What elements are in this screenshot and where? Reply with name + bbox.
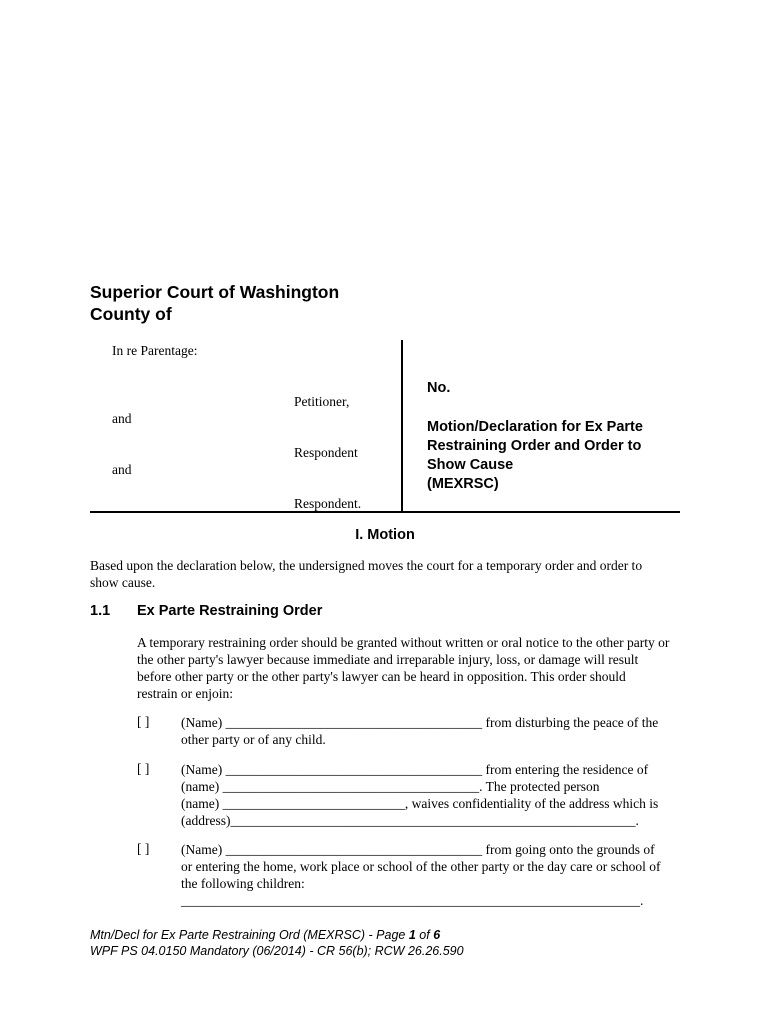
page-of: of xyxy=(415,928,434,942)
checkbox-disturbing-peace[interactable]: [ ] xyxy=(137,714,150,729)
document-title-line: Restraining Order and Order to xyxy=(427,438,642,454)
subsection-number: 1.1 xyxy=(90,603,111,619)
and-label-2: and xyxy=(112,462,132,477)
caption-divider-horizontal xyxy=(90,511,680,513)
document-title xyxy=(427,418,677,494)
motion-intro xyxy=(90,557,670,591)
page-current: 1 xyxy=(408,928,416,942)
body-line: A temporary restraining order should be granted without written or oral notice to the other party or xyxy=(137,635,670,650)
petitioner-label: Petitioner, xyxy=(294,394,350,409)
checkbox-entering-residence[interactable]: [ ] xyxy=(137,761,150,776)
item-line[interactable]: (name) ___________________________, waives confidentiality of the address which is xyxy=(181,796,659,811)
body-line: before other party or the other party's lawyer can be heard in opposition. This order should xyxy=(137,669,626,684)
item-line[interactable]: (name) ______________________________________. The protected person xyxy=(181,779,600,794)
case-number-label: No. xyxy=(427,380,451,396)
caption-divider-vertical xyxy=(401,340,403,512)
restraint-item-grounds xyxy=(181,841,681,909)
body-line: the other party's lawyer because immediate and irreparable injury, loss, or damage will result xyxy=(137,652,639,667)
item-line: the following children: xyxy=(181,876,305,891)
document-title-line: Show Cause xyxy=(427,457,514,473)
restraint-item-disturbing-peace xyxy=(181,714,681,748)
intro-line: show cause. xyxy=(90,575,156,590)
section-heading-motion: I. Motion xyxy=(355,527,415,543)
item-line[interactable]: (Name) ______________________________________ from disturbing the peace of the xyxy=(181,715,659,730)
footer-form-title: Mtn/Decl for Ex Parte Restraining Ord (MEXRSC) - Page xyxy=(90,928,409,942)
restraint-item-entering-residence xyxy=(181,761,681,829)
county-line: County of xyxy=(90,304,172,324)
respondent-label-1: Respondent xyxy=(294,445,358,460)
court-heading xyxy=(90,281,339,325)
item-line[interactable]: (address)____________________________________________________________. xyxy=(181,813,639,828)
intro-line: Based upon the declaration below, the undersigned moves the court for a temporary order and order to xyxy=(90,558,643,573)
page-footer xyxy=(90,927,464,959)
subsection-body xyxy=(137,634,677,702)
item-line: other party or of any child. xyxy=(181,732,326,747)
footer-line-1 xyxy=(90,927,464,943)
item-line[interactable]: ____________________________________________________________________. xyxy=(181,893,644,908)
checkbox-grounds[interactable]: [ ] xyxy=(137,841,150,856)
item-line[interactable]: (Name) ______________________________________ from entering the residence of xyxy=(181,762,649,777)
respondent-label-2: Respondent. xyxy=(294,496,362,511)
body-line: restrain or enjoin: xyxy=(137,686,233,701)
document-title-line: (MEXRSC) xyxy=(427,476,499,492)
in-re-label: In re Parentage: xyxy=(112,343,198,358)
footer-line-2: WPF PS 04.0150 Mandatory (06/2014) - CR 56(b); RCW 26.26.590 xyxy=(90,944,464,958)
court-name: Superior Court of Washington xyxy=(90,282,340,302)
page-total: 6 xyxy=(433,928,441,942)
subsection-title: Ex Parte Restraining Order xyxy=(137,603,323,619)
document-title-line: Motion/Declaration for Ex Parte xyxy=(427,419,643,435)
item-line: or entering the home, work place or school of the other party or the day care or school of xyxy=(181,859,661,874)
and-label-1: and xyxy=(112,411,132,426)
item-line[interactable]: (Name) ______________________________________ from going onto the grounds of xyxy=(181,842,655,857)
